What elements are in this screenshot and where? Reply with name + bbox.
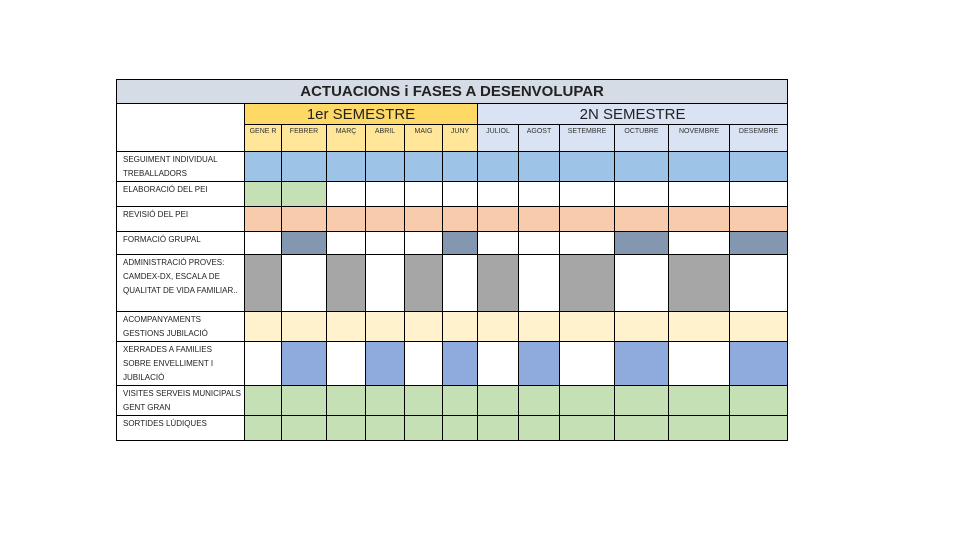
schedule-cell xyxy=(282,207,327,232)
schedule-cell xyxy=(615,386,669,416)
schedule-cell xyxy=(405,416,443,441)
schedule-cell xyxy=(366,182,405,207)
schedule-cell xyxy=(615,312,669,342)
schedule-cell xyxy=(327,255,366,312)
month-header: ABRIL xyxy=(366,125,405,152)
schedule-cell xyxy=(245,255,282,312)
activity-label: VISITES SERVEIS MUNICIPALS GENT GRAN xyxy=(117,386,245,416)
schedule-cell xyxy=(282,255,327,312)
schedule-cell xyxy=(478,312,519,342)
month-header: GENE R xyxy=(245,125,282,152)
title-row xyxy=(117,80,788,104)
activity-label: ADMINISTRACIÓ PROVES: CAMDEX-DX, ESCALA DE QUALITAT DE VIDA FAMILIAR.. xyxy=(117,255,245,312)
activity-label: ACOMPANYAMENTS GESTIONS JUBILACIÓ xyxy=(117,312,245,342)
schedule-cell xyxy=(669,207,730,232)
schedule-cell xyxy=(282,312,327,342)
schedule-cell xyxy=(560,255,615,312)
schedule-cell xyxy=(669,182,730,207)
schedule-cell xyxy=(560,182,615,207)
month-header: DESEMBRE xyxy=(730,125,788,152)
schedule-cell xyxy=(615,152,669,182)
schedule-cell xyxy=(669,255,730,312)
schedule-cell xyxy=(519,232,560,255)
schedule-cell xyxy=(282,386,327,416)
schedule-cell xyxy=(478,342,519,386)
schedule-cell xyxy=(560,232,615,255)
schedule-cell xyxy=(282,152,327,182)
activity-row xyxy=(117,207,788,232)
schedule-cell xyxy=(245,416,282,441)
schedule-cell xyxy=(615,342,669,386)
table-title: ACTUACIONS i FASES A DESENVOLUPAR xyxy=(117,80,788,104)
schedule-cell xyxy=(615,207,669,232)
month-header: JUNY xyxy=(443,125,478,152)
schedule-cell xyxy=(245,152,282,182)
activity-row xyxy=(117,386,788,416)
schedule-cell xyxy=(730,386,788,416)
first-semester-header: 1er SEMESTRE xyxy=(245,104,478,125)
schedule-cell xyxy=(443,255,478,312)
schedule-cell xyxy=(669,416,730,441)
activity-label: FORMACIÓ GRUPAL xyxy=(117,232,245,255)
schedule-cell xyxy=(245,207,282,232)
schedule-cell xyxy=(478,207,519,232)
schedule-cell xyxy=(730,255,788,312)
schedule-cell xyxy=(245,386,282,416)
schedule-cell xyxy=(560,416,615,441)
schedule-cell xyxy=(615,182,669,207)
schedule-cell xyxy=(405,207,443,232)
activity-label: REVISIÓ DEL PEI xyxy=(117,207,245,232)
schedule-cell xyxy=(245,232,282,255)
schedule-cell xyxy=(478,386,519,416)
schedule-cell xyxy=(669,152,730,182)
corner-cell xyxy=(117,104,245,152)
schedule-cell xyxy=(327,312,366,342)
schedule-cell xyxy=(669,386,730,416)
schedule-cell xyxy=(366,386,405,416)
schedule-cell xyxy=(615,255,669,312)
schedule-cell xyxy=(443,312,478,342)
schedule-cell xyxy=(730,342,788,386)
schedule-cell xyxy=(443,207,478,232)
schedule-cell xyxy=(669,342,730,386)
month-header: MARÇ xyxy=(327,125,366,152)
schedule-cell xyxy=(560,207,615,232)
activity-row xyxy=(117,182,788,207)
schedule-cell xyxy=(405,152,443,182)
schedule-cell xyxy=(478,232,519,255)
schedule-cell xyxy=(327,386,366,416)
schedule-cell xyxy=(327,416,366,441)
schedule-cell xyxy=(282,232,327,255)
month-header: AGOST xyxy=(519,125,560,152)
month-header: OCTUBRE xyxy=(615,125,669,152)
schedule-cell xyxy=(327,342,366,386)
activity-label: SEGUIMENT INDIVIDUAL TREBALLADORS xyxy=(117,152,245,182)
schedule-table xyxy=(116,79,788,441)
schedule-cell xyxy=(615,232,669,255)
schedule-cell xyxy=(730,232,788,255)
schedule-cell xyxy=(478,255,519,312)
month-header: JULIOL xyxy=(478,125,519,152)
schedule-cell xyxy=(478,152,519,182)
schedule-cell xyxy=(519,207,560,232)
schedule-cell xyxy=(327,182,366,207)
second-semester-header: 2N SEMESTRE xyxy=(478,104,788,125)
schedule-cell xyxy=(405,255,443,312)
schedule-cell xyxy=(282,416,327,441)
schedule-cell xyxy=(443,342,478,386)
schedule-cell xyxy=(560,386,615,416)
schedule-cell xyxy=(560,312,615,342)
activity-row xyxy=(117,312,788,342)
schedule-cell xyxy=(519,152,560,182)
schedule-cell xyxy=(366,342,405,386)
activity-label: XERRADES A FAMILIES SOBRE ENVELLIMENT I JUBILACIÓ xyxy=(117,342,245,386)
schedule-cell xyxy=(366,207,405,232)
schedule-cell xyxy=(443,232,478,255)
schedule-cell xyxy=(443,152,478,182)
month-header: FEBRER xyxy=(282,125,327,152)
schedule-cell xyxy=(519,312,560,342)
schedule-cell xyxy=(282,342,327,386)
schedule-cell xyxy=(730,207,788,232)
schedule-cell xyxy=(405,182,443,207)
schedule-cell xyxy=(366,232,405,255)
schedule-cell xyxy=(730,182,788,207)
schedule-cell xyxy=(405,386,443,416)
activity-row xyxy=(117,255,788,312)
activity-label: SORTIDES LÚDIQUES xyxy=(117,416,245,441)
schedule-cell xyxy=(519,255,560,312)
semester-row xyxy=(117,104,788,125)
schedule-cell xyxy=(405,342,443,386)
schedule-cell xyxy=(366,312,405,342)
schedule-cell xyxy=(519,182,560,207)
schedule-cell xyxy=(615,416,669,441)
schedule-cell xyxy=(730,416,788,441)
schedule-cell xyxy=(478,182,519,207)
activity-row xyxy=(117,342,788,386)
schedule-cell xyxy=(669,312,730,342)
activity-row xyxy=(117,152,788,182)
schedule-cell xyxy=(730,312,788,342)
schedule-cell xyxy=(366,152,405,182)
schedule-cell xyxy=(245,342,282,386)
schedule-cell xyxy=(443,386,478,416)
activity-label: ELABORACIÓ DEL PEI xyxy=(117,182,245,207)
schedule-cell xyxy=(519,416,560,441)
schedule-cell xyxy=(519,386,560,416)
schedule-cell xyxy=(405,312,443,342)
schedule-cell xyxy=(366,255,405,312)
schedule-cell xyxy=(327,152,366,182)
schedule-cell xyxy=(560,152,615,182)
month-header: MAIG xyxy=(405,125,443,152)
schedule-cell xyxy=(443,182,478,207)
schedule-cell xyxy=(560,342,615,386)
schedule-cell xyxy=(669,232,730,255)
schedule-cell xyxy=(366,416,405,441)
month-header: NOVEMBRE xyxy=(669,125,730,152)
schedule-cell xyxy=(282,182,327,207)
activity-row xyxy=(117,232,788,255)
activity-row xyxy=(117,416,788,441)
schedule-cell xyxy=(327,232,366,255)
schedule-cell xyxy=(519,342,560,386)
schedule-cell xyxy=(245,182,282,207)
schedule-cell xyxy=(405,232,443,255)
schedule-cell xyxy=(443,416,478,441)
month-header: SETEMBRE xyxy=(560,125,615,152)
schedule-cell xyxy=(327,207,366,232)
schedule-cell xyxy=(730,152,788,182)
schedule-cell xyxy=(478,416,519,441)
schedule-cell xyxy=(245,312,282,342)
